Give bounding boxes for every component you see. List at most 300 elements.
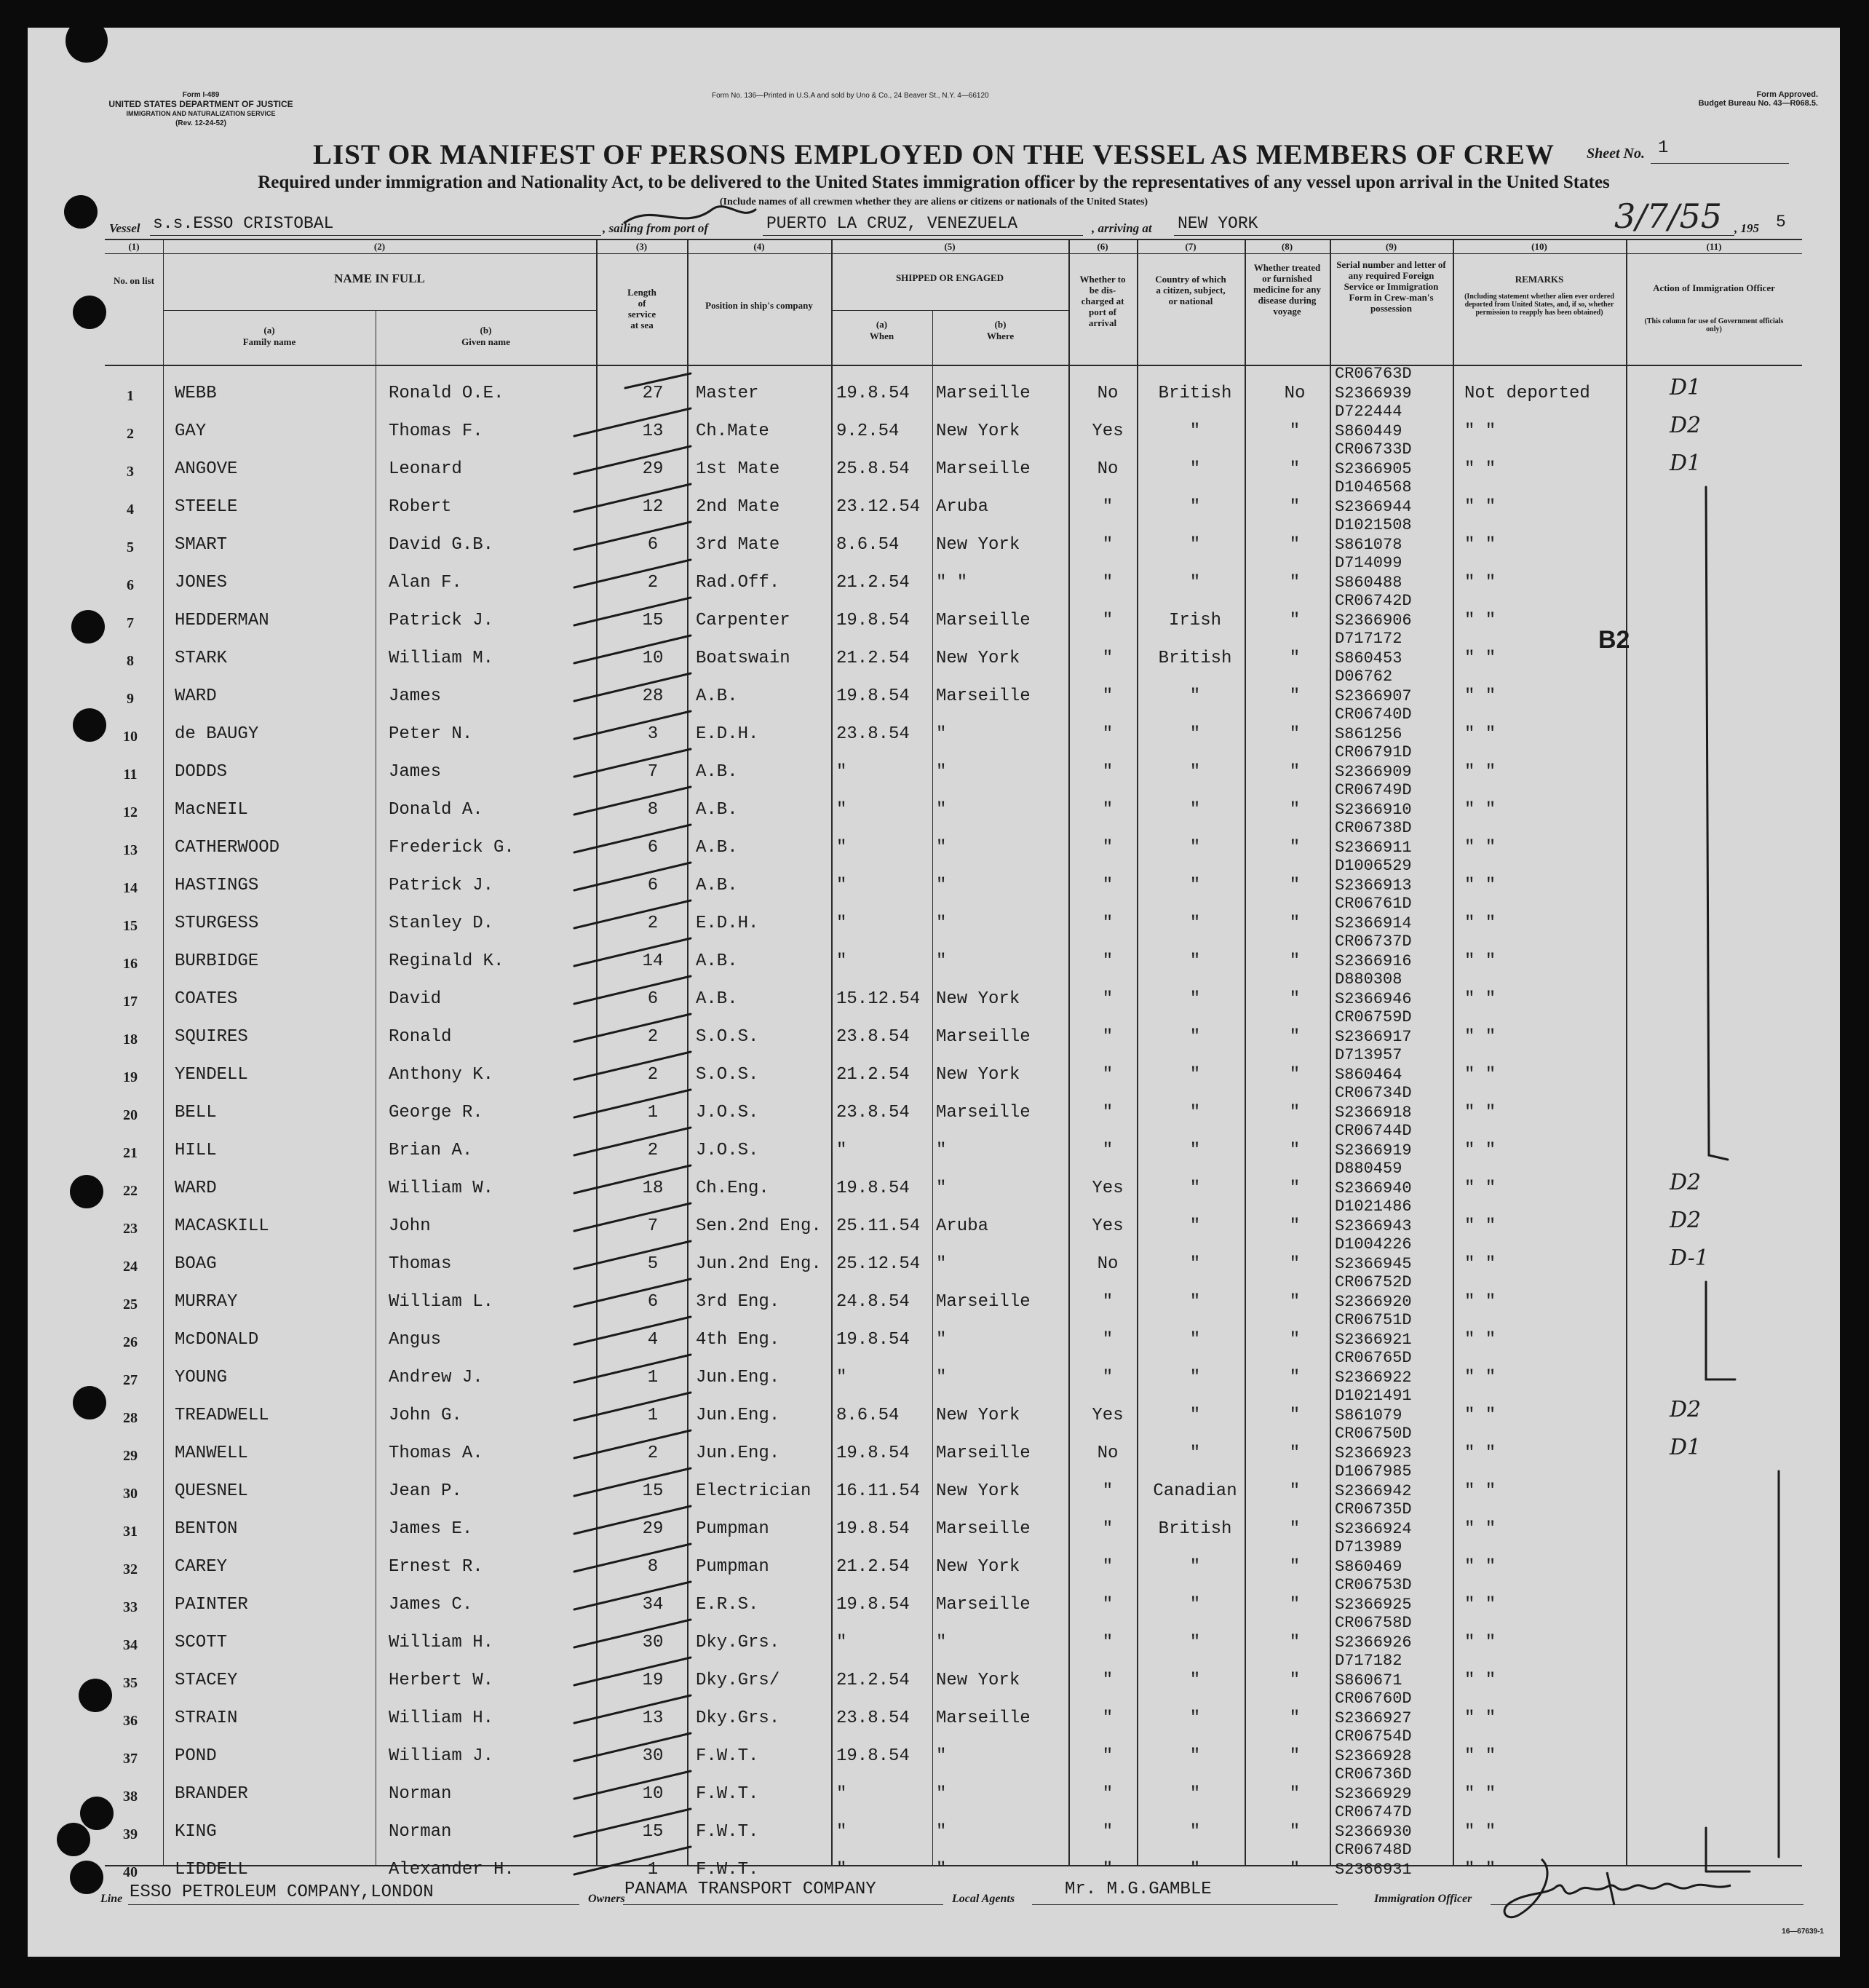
- serial-number-a: CR06738D: [1335, 819, 1412, 837]
- length-of-service: 15: [642, 1481, 664, 1501]
- length-of-service: 2: [647, 1444, 659, 1463]
- serial-number-a: D1006529: [1335, 857, 1412, 875]
- row-number: 10: [123, 729, 138, 745]
- shipped-where: New York: [936, 1065, 1020, 1085]
- row-number: 16: [123, 956, 138, 972]
- serial-number-a: D717172: [1335, 630, 1402, 648]
- country: ": [1189, 1141, 1201, 1160]
- col-num: (6): [1097, 241, 1108, 252]
- sailing-from-port: PUERTO LA CRUZ, VENEZUELA: [766, 214, 1018, 233]
- table-row: [105, 1199, 1802, 1237]
- discharged: No: [1097, 384, 1119, 403]
- country: ": [1189, 1822, 1201, 1842]
- immigration-action: D1: [1670, 1435, 1702, 1460]
- position: A.B.: [696, 686, 738, 706]
- serial-number-b: S2366906: [1335, 611, 1412, 630]
- shipped-when: 9.2.54: [836, 421, 900, 441]
- table-row: [105, 1767, 1802, 1805]
- serial-number-b: S2366928: [1335, 1747, 1412, 1765]
- treated: ": [1289, 762, 1301, 782]
- header-where-letter: (b): [994, 319, 1007, 330]
- length-of-service: 19: [642, 1671, 664, 1690]
- form-number: Form I-489: [182, 91, 220, 99]
- given-name: Patrick J.: [389, 876, 494, 895]
- serial-number-a: CR06737D: [1335, 932, 1412, 951]
- budget-bureau-line: Budget Bureau No. 43—R068.5.: [1698, 99, 1818, 108]
- family-name: CATHERWOOD: [175, 838, 280, 858]
- shipped-where: Marseille: [936, 686, 1031, 706]
- serial-number-b: S2366907: [1335, 687, 1412, 705]
- serial-number-b: S2366926: [1335, 1633, 1412, 1652]
- family-name: SQUIRES: [175, 1027, 248, 1047]
- shipped-when: ": [836, 1141, 847, 1160]
- treated: ": [1289, 1254, 1301, 1274]
- position: J.O.S.: [696, 1103, 759, 1122]
- page-title: LIST OR MANIFEST OF PERSONS EMPLOYED ON THE VESSEL AS MEMBERS OF CREW: [313, 139, 1555, 170]
- discharged: No: [1097, 1444, 1119, 1463]
- treated: ": [1289, 1027, 1301, 1047]
- length-of-service: 8: [647, 800, 659, 820]
- discharged: ": [1102, 951, 1114, 971]
- discharged: ": [1102, 762, 1114, 782]
- header-family-name: Family name: [242, 336, 296, 347]
- serial-number-b: S2366919: [1335, 1141, 1412, 1160]
- family-name: STEELE: [175, 497, 238, 517]
- given-name: William L.: [389, 1292, 494, 1312]
- discharged: No: [1097, 459, 1119, 479]
- row-number: 8: [127, 653, 134, 669]
- serial-number-b: S2366905: [1335, 460, 1412, 478]
- country: ": [1189, 1179, 1201, 1198]
- row-number: 32: [123, 1561, 138, 1577]
- shipped-where: Marseille: [936, 1103, 1031, 1122]
- discharged: ": [1102, 1481, 1114, 1501]
- remarks: " ": [1464, 1216, 1496, 1236]
- length-of-service: 4: [647, 1330, 659, 1350]
- serial-number-a: D722444: [1335, 403, 1402, 421]
- position: A.B.: [696, 951, 738, 971]
- remarks: " ": [1464, 1557, 1496, 1577]
- shipped-where: " ": [936, 573, 968, 593]
- serial-number-b: S2366910: [1335, 801, 1412, 819]
- header-treated: Whether treated or furnished medicine for any disease during voyage: [1253, 262, 1321, 317]
- remarks: " ": [1464, 497, 1496, 517]
- table-row: [105, 593, 1802, 631]
- col-num: (4): [753, 241, 765, 252]
- remarks: " ": [1464, 573, 1496, 593]
- given-name: William H.: [389, 1708, 494, 1728]
- col-num: (5): [944, 241, 956, 252]
- punch-hole: [71, 610, 105, 643]
- position: Pumpman: [696, 1519, 769, 1539]
- immigration-action: D2: [1670, 1397, 1702, 1422]
- position: Carpenter: [696, 611, 790, 630]
- year-value: 5: [1776, 213, 1786, 231]
- remarks: Not deported: [1464, 384, 1590, 403]
- shipped-where: Aruba: [936, 1216, 989, 1236]
- owners-value: PANAMA TRANSPORT COMPANY: [624, 1880, 876, 1899]
- shipped-where: ": [936, 1746, 947, 1766]
- position: Ch.Mate: [696, 421, 769, 441]
- treated: ": [1289, 914, 1301, 933]
- table-row: [105, 1464, 1802, 1502]
- length-of-service: 6: [647, 535, 659, 555]
- country: ": [1189, 951, 1201, 971]
- remarks: " ": [1464, 1784, 1496, 1804]
- given-name: Brian A.: [389, 1141, 473, 1160]
- table-row: [105, 1653, 1802, 1691]
- remarks: " ": [1464, 611, 1496, 630]
- given-name: Anthony K.: [389, 1065, 494, 1085]
- shipped-when: ": [836, 1368, 847, 1387]
- length-of-service: 10: [642, 649, 664, 668]
- length-of-service: 12: [642, 497, 664, 517]
- table-row: [105, 442, 1802, 480]
- shipped-when: 19.8.54: [836, 1746, 910, 1766]
- shipped-where: ": [936, 1254, 947, 1274]
- discharged: ": [1102, 1519, 1114, 1539]
- length-of-service: 7: [647, 762, 659, 782]
- immigration-action: D2: [1670, 1208, 1702, 1233]
- serial-number-a: D1021491: [1335, 1387, 1412, 1405]
- shipped-where: Marseille: [936, 1708, 1031, 1728]
- family-name: STACEY: [175, 1671, 238, 1690]
- serial-number-b: S2366916: [1335, 952, 1412, 970]
- treated: No: [1284, 384, 1306, 403]
- header-given-letter: (b): [480, 325, 492, 336]
- country: ": [1189, 421, 1201, 441]
- serial-number-b: S860469: [1335, 1558, 1402, 1576]
- given-name: Norman: [389, 1822, 452, 1842]
- remarks: " ": [1464, 914, 1496, 933]
- serial-number-a: CR06736D: [1335, 1765, 1412, 1783]
- position: Ch.Eng.: [696, 1179, 769, 1198]
- remarks: " ": [1464, 1179, 1496, 1198]
- serial-number-a: CR06753D: [1335, 1576, 1412, 1594]
- table-row: [105, 1010, 1802, 1048]
- serial-number-b: S2366917: [1335, 1028, 1412, 1046]
- table-row: [105, 1161, 1802, 1199]
- shipped-where: Marseille: [936, 1595, 1031, 1615]
- serial-number-a: CR06751D: [1335, 1311, 1412, 1329]
- shipped-when: ": [836, 914, 847, 933]
- position: Jun.2nd Eng.: [696, 1254, 822, 1274]
- row-number: 15: [123, 918, 138, 934]
- table-row: [105, 555, 1802, 593]
- treated: ": [1289, 1633, 1301, 1652]
- family-name: MACASKILL: [175, 1216, 269, 1236]
- row-number: 26: [123, 1334, 138, 1350]
- given-name: George R.: [389, 1103, 483, 1122]
- length-of-service: 1: [647, 1103, 659, 1122]
- given-name: William H.: [389, 1633, 494, 1652]
- serial-number-a: D717182: [1335, 1652, 1402, 1670]
- row-number: 30: [123, 1486, 138, 1502]
- shipped-when: ": [836, 1822, 847, 1842]
- shipped-when: 19.8.54: [836, 611, 910, 630]
- row-number: 24: [123, 1259, 138, 1275]
- family-name: ANGOVE: [175, 459, 238, 479]
- shipped-when: ": [836, 800, 847, 820]
- remarks: " ": [1464, 1368, 1496, 1387]
- header-action: Action of Immigration Officer: [1653, 282, 1775, 293]
- serial-number-a: CR06744D: [1335, 1122, 1412, 1140]
- position: E.R.S.: [696, 1595, 759, 1615]
- country: Irish: [1168, 611, 1221, 630]
- country: ": [1189, 838, 1201, 858]
- shipped-when: ": [836, 1633, 847, 1652]
- shipped-when: 19.8.54: [836, 384, 910, 403]
- row-number: 2: [127, 426, 134, 442]
- given-name: Alexander H.: [389, 1860, 515, 1880]
- discharged: Yes: [1092, 1179, 1124, 1198]
- family-name: PAINTER: [175, 1595, 248, 1615]
- shipped-when: 25.12.54: [836, 1254, 921, 1274]
- serial-number-b: S2366921: [1335, 1331, 1412, 1349]
- serial-number-b: S2366918: [1335, 1104, 1412, 1122]
- serial-number-b: S2366943: [1335, 1217, 1412, 1235]
- given-name: Thomas F.: [389, 421, 483, 441]
- given-name: Ernest R.: [389, 1557, 483, 1577]
- col-num: (10): [1531, 241, 1547, 252]
- remarks: " ": [1464, 989, 1496, 1009]
- remarks: " ": [1464, 459, 1496, 479]
- given-name: Leonard: [389, 459, 462, 479]
- shipped-when: 25.8.54: [836, 459, 910, 479]
- remarks: " ": [1464, 1406, 1496, 1425]
- country: ": [1189, 1254, 1201, 1274]
- length-of-service: 1: [647, 1368, 659, 1387]
- serial-number-a: CR06752D: [1335, 1273, 1412, 1291]
- line-value: ESSO PETROLEUM COMPANY,LONDON: [130, 1882, 434, 1902]
- row-number: 7: [127, 615, 134, 631]
- remarks: " ": [1464, 1330, 1496, 1350]
- serial-number-a: CR06758D: [1335, 1614, 1412, 1632]
- family-name: LIDDELL: [175, 1860, 248, 1880]
- length-of-service: 13: [642, 421, 664, 441]
- department: UNITED STATES DEPARTMENT OF JUSTICE: [108, 99, 293, 109]
- torn-corner: [66, 28, 108, 63]
- immigration-action: D1: [1670, 375, 1702, 400]
- position: Electrician: [696, 1481, 812, 1501]
- position: F.W.T.: [696, 1784, 759, 1804]
- row-number: 29: [123, 1448, 138, 1464]
- shipped-where: Marseille: [936, 1519, 1031, 1539]
- discharged: Yes: [1092, 1216, 1124, 1236]
- family-name: STARK: [175, 649, 228, 668]
- remarks: " ": [1464, 1065, 1496, 1085]
- position: 3rd Mate: [696, 535, 780, 555]
- immigration-action: D-1: [1670, 1246, 1709, 1271]
- country: ": [1189, 686, 1201, 706]
- family-name: BELL: [175, 1103, 217, 1122]
- table-row: [105, 707, 1802, 745]
- discharged: ": [1102, 1330, 1114, 1350]
- header-action-note: (This column for use of Government officials only): [1644, 317, 1784, 333]
- shipped-where: Marseille: [936, 384, 1031, 403]
- shipped-where: New York: [936, 1671, 1020, 1690]
- shipped-where: Marseille: [936, 1027, 1031, 1047]
- treated: ": [1289, 724, 1301, 744]
- b2-annotation: B2: [1598, 626, 1630, 654]
- table-row: [105, 1540, 1802, 1577]
- year-label: , 195: [1734, 221, 1759, 235]
- country: ": [1189, 535, 1201, 555]
- table-row: [105, 669, 1802, 707]
- length-of-service: 2: [647, 914, 659, 933]
- shipped-where: Marseille: [936, 1292, 1031, 1312]
- sheet-number: 1: [1658, 138, 1669, 158]
- family-name: WARD: [175, 1179, 217, 1198]
- country: ": [1189, 1860, 1201, 1880]
- given-name: James: [389, 762, 442, 782]
- table-row: [105, 820, 1802, 858]
- table-row: [105, 1502, 1802, 1540]
- length-of-service: 30: [642, 1746, 664, 1766]
- table-row: [105, 1691, 1802, 1729]
- treated: ": [1289, 535, 1301, 555]
- officer-signature: [1498, 1850, 1745, 1930]
- shipped-where: New York: [936, 421, 1020, 441]
- serial-number-a: CR06750D: [1335, 1425, 1412, 1443]
- given-name: Ronald: [389, 1027, 452, 1047]
- family-name: BURBIDGE: [175, 951, 259, 971]
- country: ": [1189, 1406, 1201, 1425]
- sailing-from-label: , sailing from port of: [603, 221, 708, 235]
- header-family-letter: (a): [263, 325, 275, 336]
- shipped-where: ": [936, 914, 947, 933]
- serial-number-a: CR06761D: [1335, 895, 1412, 913]
- serial-number-b: S860449: [1335, 422, 1402, 440]
- shipped-when: 23.8.54: [836, 1027, 910, 1047]
- manifest-footer: [28, 1862, 1840, 1920]
- shipped-where: ": [936, 724, 947, 744]
- treated: ": [1289, 1292, 1301, 1312]
- position: Pumpman: [696, 1557, 769, 1577]
- discharged: ": [1102, 535, 1114, 555]
- family-name: BRANDER: [175, 1784, 248, 1804]
- shipped-where: Marseille: [936, 1444, 1031, 1463]
- shipped-when: 8.6.54: [836, 535, 900, 555]
- table-row: [105, 1048, 1802, 1085]
- table-row: [105, 518, 1802, 555]
- length-of-service: 6: [647, 989, 659, 1009]
- row-number: 21: [123, 1145, 138, 1161]
- header-given-name: Given name: [461, 336, 510, 347]
- shipped-when: ": [836, 762, 847, 782]
- vessel-name: s.s.ESSO CRISTOBAL: [153, 214, 334, 233]
- row-number: 39: [123, 1826, 138, 1842]
- country: ": [1189, 1103, 1201, 1122]
- length-of-service: 2: [647, 1027, 659, 1047]
- family-name: POND: [175, 1746, 217, 1766]
- serial-number-b: S2366924: [1335, 1520, 1412, 1538]
- discharged: ": [1102, 800, 1114, 820]
- shipped-where: ": [936, 1822, 947, 1842]
- shipped-where: New York: [936, 1557, 1020, 1577]
- shipped-where: New York: [936, 535, 1020, 555]
- family-name: MANWELL: [175, 1444, 248, 1463]
- col-num: (11): [1706, 241, 1722, 252]
- header-when: When: [869, 330, 894, 341]
- given-name: Peter N.: [389, 724, 473, 744]
- serial-number-a: CR06748D: [1335, 1841, 1412, 1859]
- col-num: (7): [1185, 241, 1197, 252]
- treated: ": [1289, 1784, 1301, 1804]
- shipped-where: ": [936, 1141, 947, 1160]
- country: ": [1189, 1633, 1201, 1652]
- row-number: 27: [123, 1372, 138, 1388]
- shipped-where: ": [936, 1633, 947, 1652]
- country: ": [1189, 1671, 1201, 1690]
- family-name: CAREY: [175, 1557, 228, 1577]
- country: ": [1189, 989, 1201, 1009]
- remarks: " ": [1464, 1595, 1496, 1615]
- discharged: ": [1102, 497, 1114, 517]
- shipped-when: 23.8.54: [836, 724, 910, 744]
- remarks: " ": [1464, 876, 1496, 895]
- col-num: (1): [128, 241, 140, 252]
- row-number: 3: [127, 464, 134, 480]
- position: S.O.S.: [696, 1027, 759, 1047]
- country: ": [1189, 1368, 1201, 1387]
- position: A.B.: [696, 762, 738, 782]
- discharged: ": [1102, 1822, 1114, 1842]
- header-when-letter: (a): [876, 319, 888, 330]
- discharged: ": [1102, 1368, 1114, 1387]
- table-row: [105, 1577, 1802, 1615]
- family-name: de BAUGY: [175, 724, 259, 744]
- row-number: 36: [123, 1713, 138, 1729]
- row-number: 13: [123, 842, 138, 858]
- position: A.B.: [696, 800, 738, 820]
- crew-manifest-page: [28, 28, 1840, 1957]
- row-number: 5: [127, 539, 134, 555]
- family-name: McDONALD: [175, 1330, 259, 1350]
- handwritten-squiggle: [624, 207, 755, 223]
- position: Jun.Eng.: [696, 1406, 780, 1425]
- serial-number-b: S860464: [1335, 1066, 1402, 1084]
- discharged: ": [1102, 1633, 1114, 1652]
- crew-table: [105, 239, 1802, 1880]
- country: ": [1189, 1292, 1201, 1312]
- row-number: 4: [127, 502, 134, 518]
- serial-number-a: CR06765D: [1335, 1349, 1412, 1367]
- header-rule-top: [105, 253, 1802, 254]
- country: ": [1189, 1784, 1201, 1804]
- length-of-service: 29: [642, 459, 664, 479]
- length-of-service: 14: [642, 951, 664, 971]
- position: Dky.Grs/: [696, 1671, 780, 1690]
- given-name: James C.: [389, 1595, 473, 1615]
- remarks: " ": [1464, 1746, 1496, 1766]
- family-name: BOAG: [175, 1254, 217, 1274]
- treated: ": [1289, 1330, 1301, 1350]
- serial-number-a: D880459: [1335, 1160, 1402, 1178]
- serial-number-b: S2366922: [1335, 1369, 1412, 1387]
- table-row: [105, 480, 1802, 518]
- from-underline: [763, 235, 1083, 236]
- family-name: BENTON: [175, 1519, 238, 1539]
- discharged: ": [1102, 611, 1114, 630]
- serial-number-a: CR06733D: [1335, 440, 1412, 459]
- discharged: ": [1102, 724, 1114, 744]
- discharged: No: [1097, 1254, 1119, 1274]
- treated: ": [1289, 1595, 1301, 1615]
- serial-number-b: S2366925: [1335, 1596, 1412, 1614]
- remarks: " ": [1464, 1822, 1496, 1842]
- serial-number-a: D1067985: [1335, 1462, 1412, 1481]
